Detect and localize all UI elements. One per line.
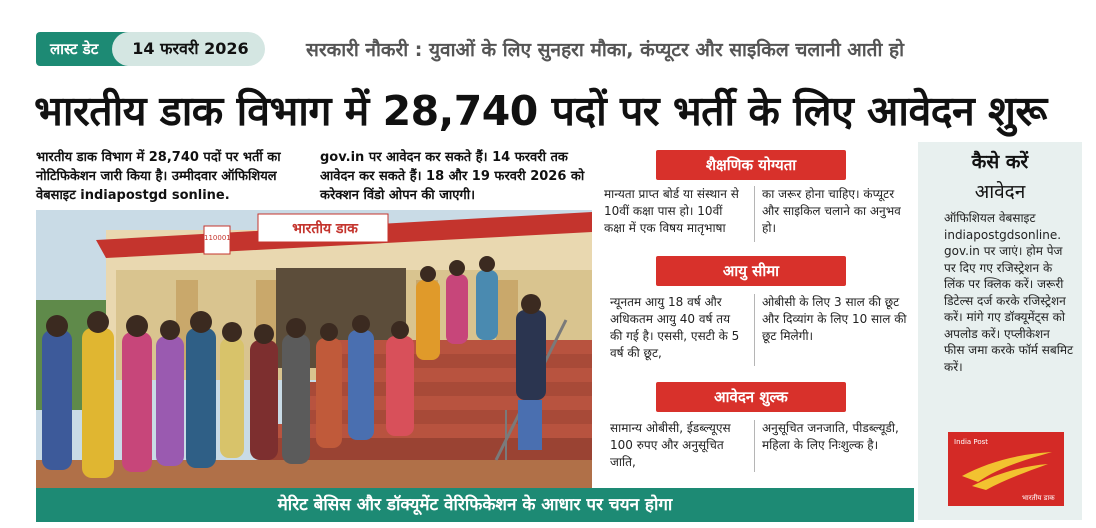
age-heading: आयु सीमा	[656, 256, 846, 286]
howto-subtitle: आवेदन	[974, 181, 1026, 203]
age-text-2: ओबीसी के लिए 3 साल की छूट और दिव्यांग के लिए 10 साल की छूट मिलेगी।	[762, 295, 907, 343]
howto-title: कैसे करें	[971, 151, 1029, 173]
fee-text-2: अनुसूचित जनजाति, पीडब्ल्यूडी, महिला के लिए निःशुल्क है।	[762, 421, 899, 452]
photo-sign-text: भारतीय डाक	[292, 221, 358, 237]
divider	[754, 186, 755, 242]
intro-right: gov.in पर आवेदन कर सकते हैं। 14 फरवरी तक आवेदन कर सकते हैं। 18 और 19 फरवरी 2026 को करेक्शन विंडो ओपन की जाएगी।	[320, 150, 585, 203]
age-text-1: न्यूनतम आयु 18 वर्ष और अधिकतम आयु 40 वर्ष तय की गई है। एससी, एसटी के 5 वर्ष की छूट,	[610, 295, 740, 360]
education-text-2: का जरूर होना चाहिए। कंप्यूटर और साइकिल चलाने का अनुभव हो।	[762, 187, 901, 235]
last-date-badge	[36, 32, 265, 66]
fee-text-1: सामान्य ओबीसी, ईडब्ल्यूएस 100 रुपए और अनुसूचित जाति,	[610, 421, 731, 469]
education-text-1: मान्यता प्राप्त बोर्ड या संस्थान से 10वीं कक्षा पास हो। 10वीं कक्षा में एक विषय मातृभाषा	[604, 187, 739, 235]
divider	[754, 294, 755, 366]
logo-text-left: India Post	[954, 438, 989, 446]
news-photo	[36, 210, 592, 492]
divider	[754, 420, 755, 472]
last-date-label: लास्ट डेट	[36, 32, 142, 66]
india-post-logo	[948, 432, 1064, 506]
kicker: सरकारी नौकरी : युवाओं के लिए सुनहरा मौका, कंप्यूटर और साइकिल चलानी आती हो	[306, 39, 905, 61]
post-office-queue-illustration	[36, 210, 592, 492]
last-date-value: 14 फरवरी 2026	[112, 32, 264, 66]
bottom-banner: मेरिट बेसिस और डॉक्यूमेंट वेरिफिकेशन के आधार पर चयन होगा	[36, 488, 914, 522]
logo-text-right: भारतीय डाक	[1022, 494, 1055, 502]
photo-sign-pin: 110001	[204, 234, 231, 242]
fee-heading: आवेदन शुल्क	[656, 382, 846, 412]
howto-text: ऑफिशियल वेबसाइट indiapostgdsonline. gov.in पर जाएं। होम पेज पर दिए गए रजिस्ट्रेशन के लिंक पर क्लिक करें। जरूरी डिटेल्स दर्ज करके रजिस्ट्रेशन करें। मांगे गए डॉक्यूमेंट्स को अपलोड करें। एप्लीकेशन फीस जमा करके फॉर्म सबमिट करें।	[944, 211, 1074, 374]
intro-left: भारतीय डाक विभाग में 28,740 पदों पर भर्ती का नोटिफिकेशन जारी किया है। उम्मीदवार ऑफिशियल वेबसाइट indiapostgd sonline.	[36, 150, 281, 203]
headline: भारतीय डाक विभाग में 28,740 पदों पर भर्ती के लिए आवेदन शुरू	[34, 87, 1047, 135]
education-heading: शैक्षणिक योग्यता	[656, 150, 846, 180]
